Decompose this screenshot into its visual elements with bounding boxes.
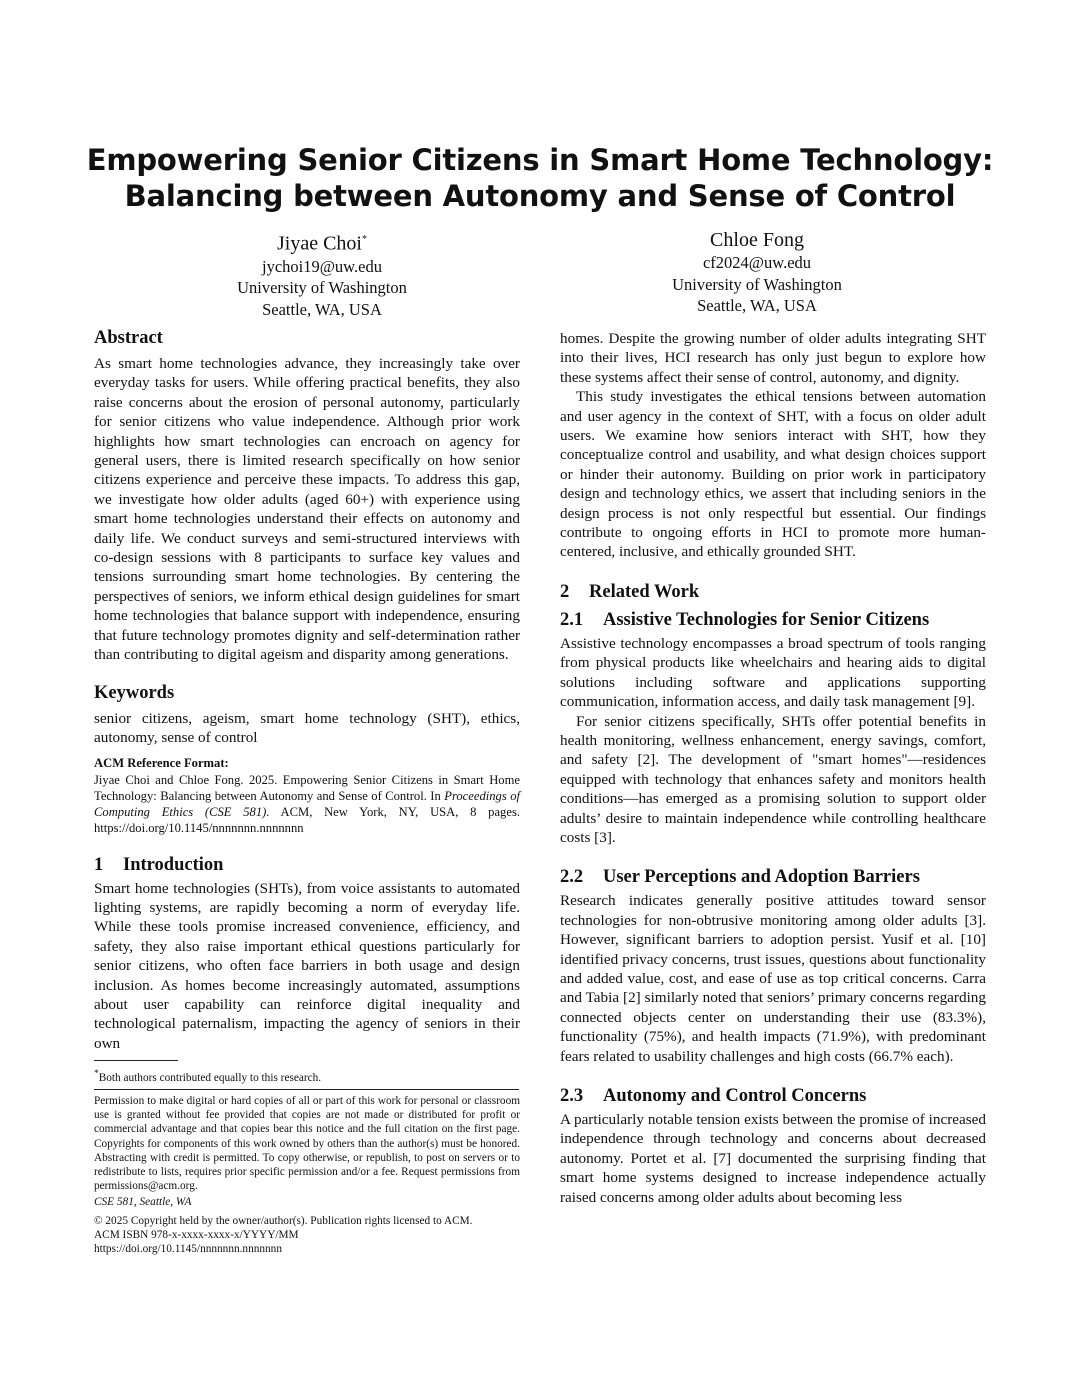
subsection-2-2-heading: 2.2 User Perceptions and Adoption Barriers <box>560 867 920 888</box>
introduction-heading: 1 Introduction <box>94 854 224 875</box>
footnote <box>94 1067 520 1085</box>
introduction-paragraph-2: This study investigates the ethical tensions between automation and user agency in the context of SHT, with a focus on older adult users. We examine how seniors interact with SHT, how they conceptualize control and usability, and what design choices support or hinder their autonomy. Building on prior work in participatory design and technology ethics, we assert that including seniors in the design process is not only respectful but essential. Our findings contribute to ongoing efforts in HCI to promote more human-centered, inclusive, and ethically grounded SHT. <box>560 388 986 561</box>
isbn: ACM ISBN 978-x-xxxx-xxxx-x/YYYY/MM <box>94 1228 299 1241</box>
permissions-block <box>94 1094 520 1256</box>
footnote-text: Both authors contributed equally to this research. <box>98 1071 322 1084</box>
footnote-mark: * <box>94 1069 99 1079</box>
author-footnote-mark: * <box>362 234 367 245</box>
right-column <box>560 329 986 1207</box>
left-column <box>94 326 520 1053</box>
abstract-text: As smart home technologies advance, they increasingly take over everyday tasks for users. While offering practical benefits, they also raise concerns about the erosion of personal autonomy, particularly for senior citizens who value independence. Although prior work highlights how smart technologies can encroach on agency for general users, there is limited research specifically on how senior citizens experience and perceive these impacts. To address this gap, we investigate how older adults (aged 60+) with experience using smart home technologies understand their effects on autonomy and daily life. We conduct surveys and semi-structured interviews with co-design sessions with 8 participants to surface key values and tensions surrounding smart home technologies. By centering the perspectives of seniors, we inform ethical design guidelines for smart home technologies that balance support with independence, ensuring that future technology promotes dignity and self-determination rather than contributing to digital ageism and disparity among generations. <box>94 355 520 664</box>
author-name: Jiyae Choi <box>277 232 362 255</box>
acm-reference-heading: ACM Reference Format: <box>94 756 229 771</box>
keywords-text: senior citizens, ageism, smart home technology (SHT), ethics, autonomy, sense of control <box>94 709 520 746</box>
acm-reference-text: Jiyae Choi and Chloe Fong. 2025. Empowering Senior Citizens in Smart Home Technology: Balancing between Autonomy and Sense of Control. In Proceedings of Computing Ethics (CSE 581). ACM, New York, NY, USA, 8 pages. https://doi.org/10.1145/nnnnnnn.nnnnnnn <box>94 773 520 835</box>
author-location: Seattle, WA, USA <box>262 299 382 319</box>
paper-title-line-1: Empowering Senior Citizens in Smart Home Technology: <box>86 143 994 177</box>
footnote-divider <box>94 1060 178 1061</box>
author-location: Seattle, WA, USA <box>697 296 817 315</box>
paper-title <box>0 142 1080 214</box>
author-email: jychoi19@uw.edu <box>262 256 382 276</box>
author-name: Chloe Fong <box>710 229 804 251</box>
subsection-2-1-paragraph-2: For senior citizens specifically, SHTs offer potential benefits in health monitoring, wellness enhancement, energy savings, comfort, and safety [2]. The development of "smart homes"—residences equipped with technology that enhances safety and monitors health conditions—has emerged as a promising solution to support older adults’ desire to maintain independence while controlling healthcare costs [3]. <box>560 712 986 846</box>
subsection-2-2-paragraph-1: Research indicates generally positive attitudes toward sensor technologies for non-obtrusive monitoring among older adults [3]. However, significant barriers to adoption persist. Yusif et al. [10] identified privacy concerns, trust issues, questions about functionality and added value, cost, and ease of use as top critical concerns. Carra and Tabia [2] similarly noted that seniors’ primary concerns regarding connected objects center on understanding their use (83.3%), functionality (75%), and health impacts (71.9%), with predominant fears related to usability challenges and high costs (66.7% each). <box>560 892 986 1065</box>
paper-title-line-2: Balancing between Autonomy and Sense of Control <box>124 179 956 213</box>
subsection-2-3-heading: 2.3 Autonomy and Control Concerns <box>560 1086 867 1106</box>
author-block-2 <box>547 228 967 317</box>
author-affiliation: University of Washington <box>237 278 407 298</box>
abstract-heading: Abstract <box>94 328 163 348</box>
subsection-2-1-paragraph-1: Assistive technology encompasses a broad spectrum of tools ranging from physical products like wheelchairs and hearing aids to digital solutions including software and applications supporting communication, information access, and daily task management [9]. <box>560 634 986 711</box>
permissions-divider <box>94 1089 519 1090</box>
doi: https://doi.org/10.1145/nnnnnnn.nnnnnnn <box>94 1243 282 1256</box>
permissions-text: Permission to make digital or hard copies of all or part of this work for personal or classroom use is granted without fee provided that copies are not made or distributed for profit or commercial advantage and that copies bear this notice and the full citation on the first page. Copyrights for components of this work owned by others than the author(s) must be honored. Abstracting with credit is permitted. To copy otherwise, or republish, to post on servers or to redistribute to lists, requires prior specific permission and/or a fee. Request permissions from permissions@acm.org. <box>94 1095 520 1193</box>
subsection-2-1-heading: 2.1 Assistive Technologies for Senior Citizens <box>560 609 930 630</box>
copyright-notice: © 2025 Copyright held by the owner/author(s). Publication rights licensed to ACM. <box>94 1214 473 1227</box>
author-email: cf2024@uw.edu <box>702 253 812 272</box>
introduction-paragraph-1: Smart home technologies (SHTs), from voice assistants to automated lighting systems, are rapidly becoming a norm of everyday life. While these tools promise increased convenience, efficiency, and safety, they also raise important ethical questions particularly for senior citizens, who often face barriers in both usage and design inclusion. As homes become increasingly automated, assumptions about user capability can reinforce digital inequality and technological paternalism, impacting the agency of seniors in their own <box>94 879 520 1052</box>
introduction-paragraph-1-continued: homes. Despite the growing number of older adults integrating SHT into their lives, HCI research has only just begun to explore how these systems affect their sense of control, autonomy, and dignity. <box>560 330 986 386</box>
permissions-venue: CSE 581, Seattle, WA <box>94 1196 192 1209</box>
author-block-1 <box>112 228 532 320</box>
related-work-heading: 2 Related Work <box>560 581 700 602</box>
author-affiliation: University of Washington <box>672 274 842 294</box>
subsection-2-3-paragraph-1: A particularly notable tension exists between the promise of increased independence through technology and concerns about decreased autonomy. Portet et al. [7] documented the surprising finding that smart home systems designed to increase independence actually raised concerns among older adults about becoming less <box>560 1111 986 1206</box>
keywords-heading: Keywords <box>94 682 175 703</box>
